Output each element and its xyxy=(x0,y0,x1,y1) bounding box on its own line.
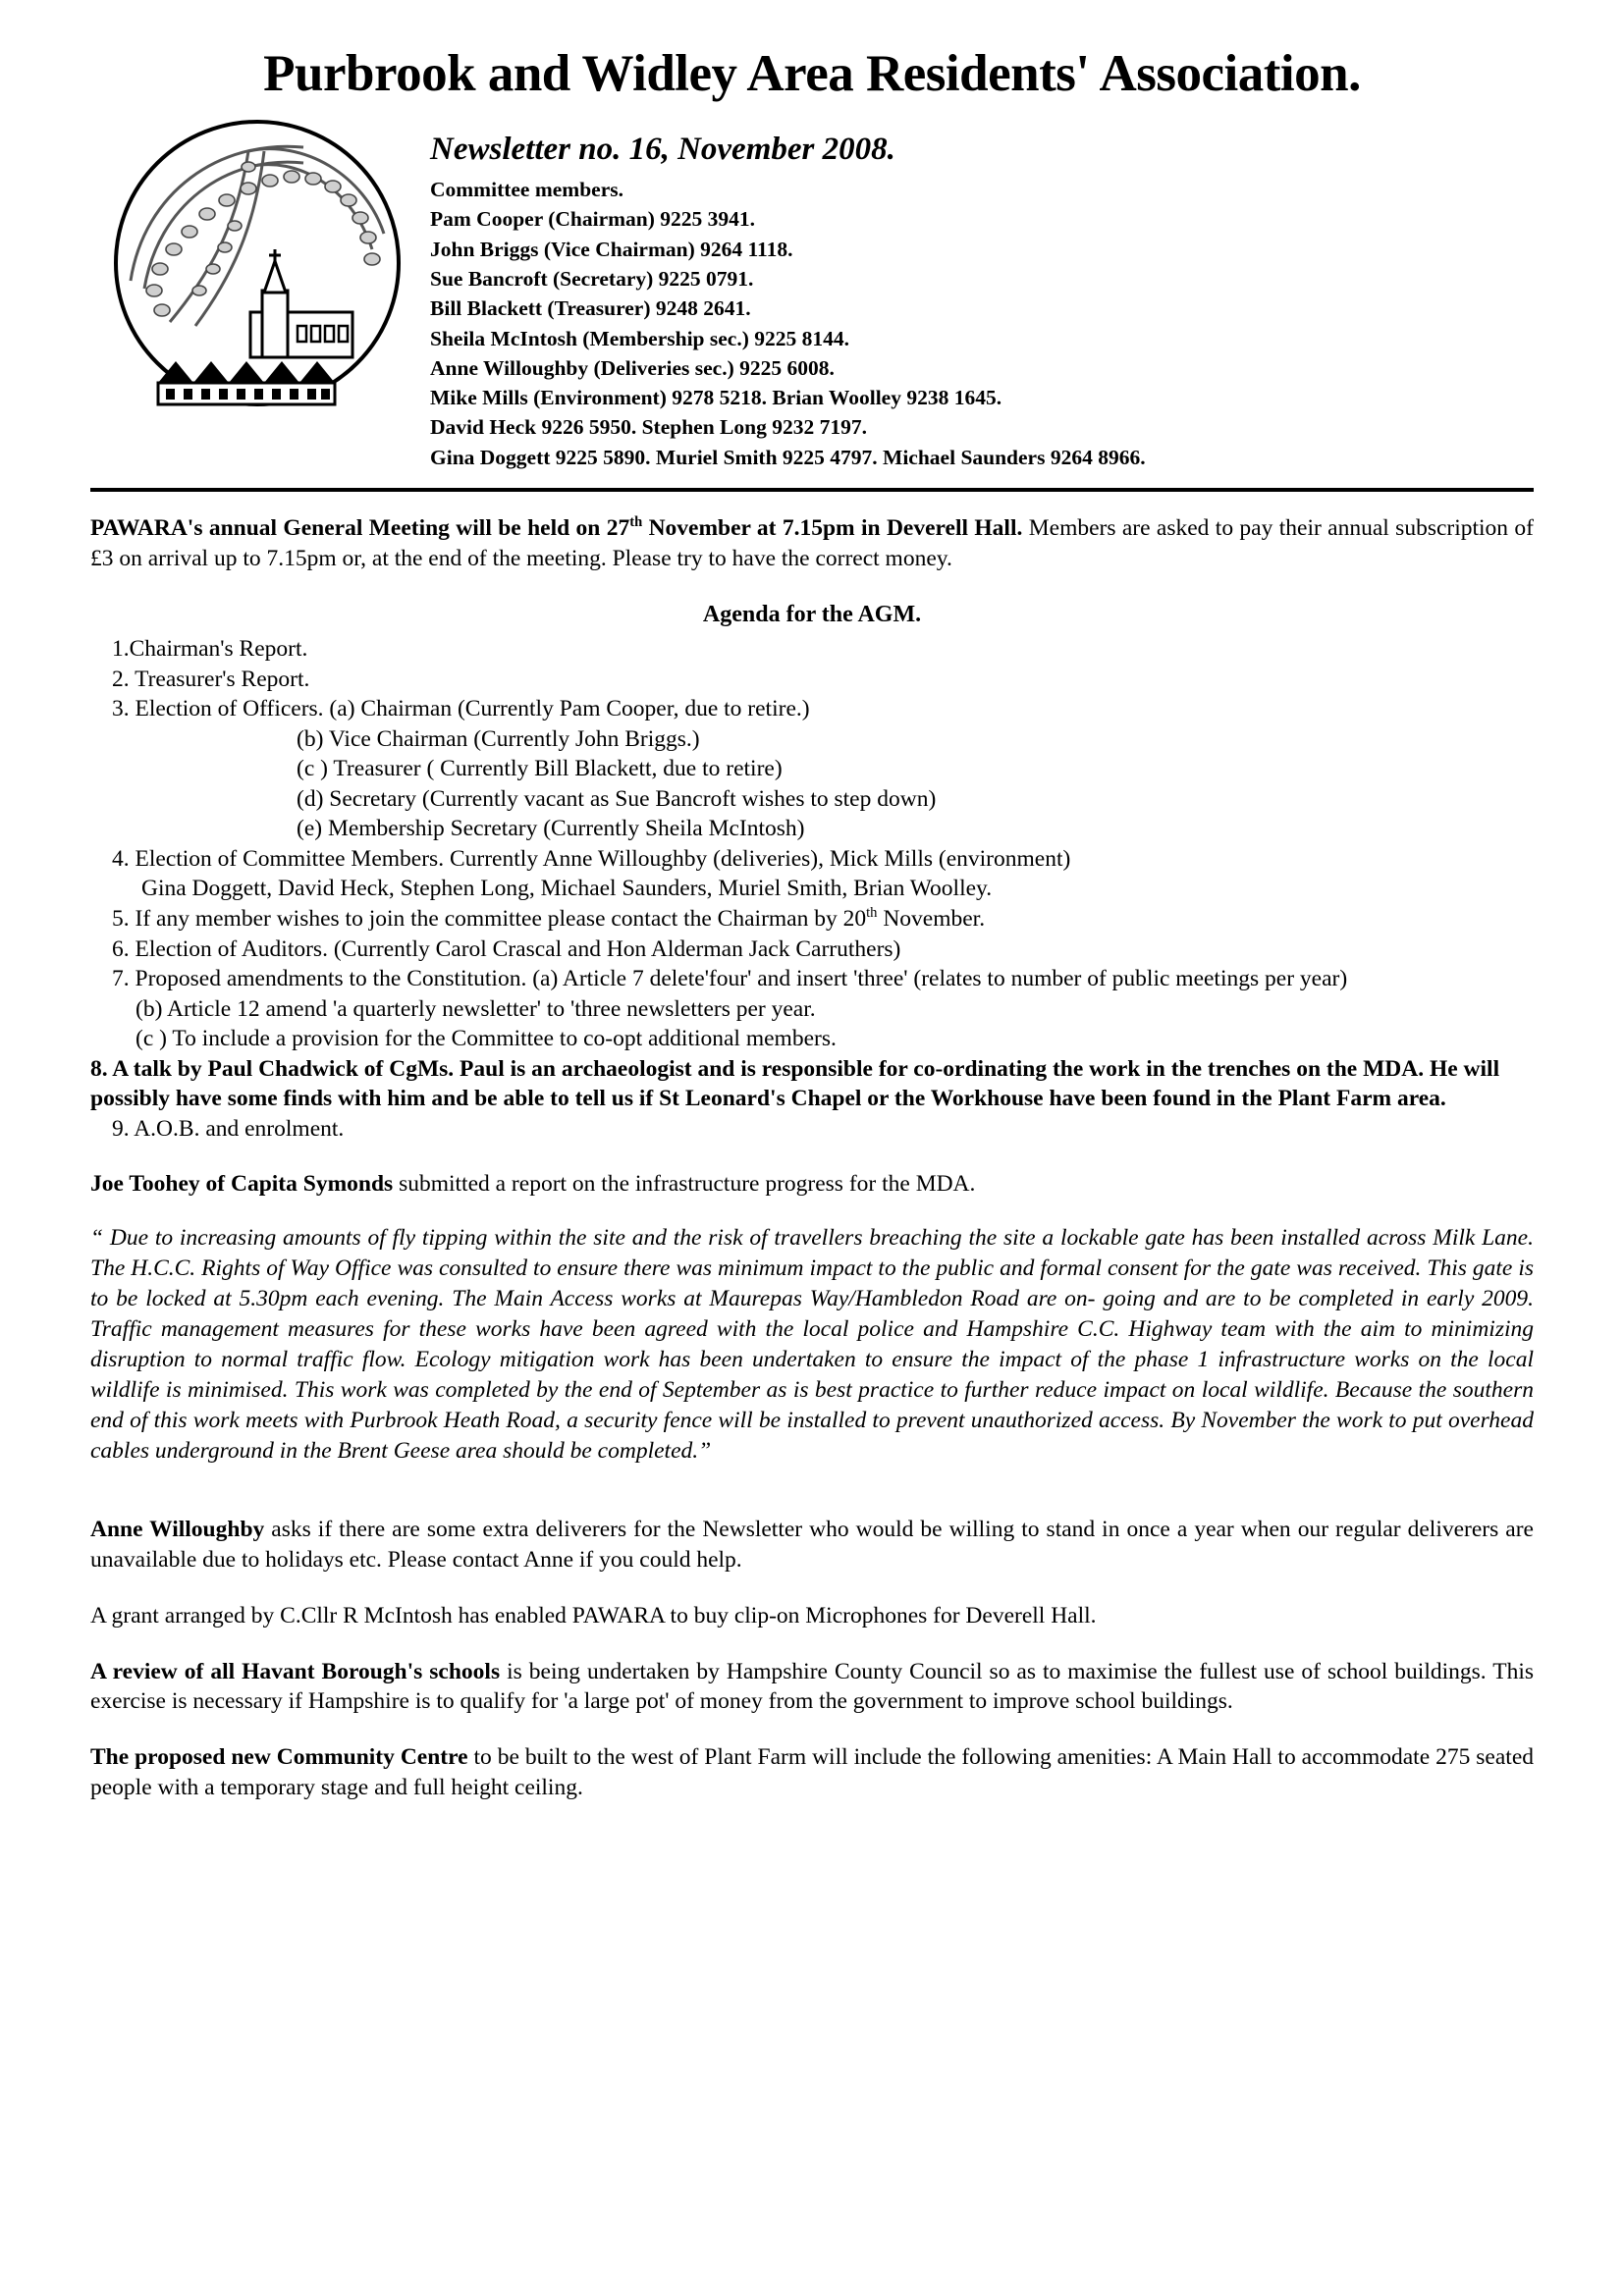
committee-member: Sue Bancroft (Secretary) 9225 0791. xyxy=(430,266,754,291)
masthead xyxy=(90,112,1534,472)
community-centre-rest: to be built to the west of Plant Farm will include the following amenities: A Main Hall to accommodate 275 seated people with a temporary stage and full height ceiling. xyxy=(90,1744,1534,1800)
agenda-heading: Agenda for the AGM. xyxy=(702,601,922,627)
agenda-item-5-pre: 5. If any member wishes to join the committee please contact the Chairman by 20 xyxy=(112,905,867,932)
agm-announcement xyxy=(90,513,1534,574)
capita-report-rest: submitted a report on the infrastructure progress for the MDA. xyxy=(393,1171,976,1198)
capita-report-lead: Joe Toohey of Capita Symonds xyxy=(90,1171,394,1198)
committee-member: Pam Cooper (Chairman) 9225 3941. xyxy=(430,207,756,232)
agenda-item-9: 9. A.O.B. and enrolment. xyxy=(112,1115,345,1142)
agm-bold-tail: November at 7.15pm in Deverell Hall. xyxy=(642,515,1023,542)
agenda-item: 4. Election of Committee Members. Currently Anne Willoughby (deliveries), Mick Mills (environment) xyxy=(112,845,1071,872)
schools-review-notice xyxy=(90,1657,1534,1718)
community-centre-lead: The proposed new Community Centre xyxy=(90,1744,468,1771)
agm-announcement-rest: Members are asked to pay their annual subscription of £3 on arrival up to 7.15pm or, at the end of the meeting. Please try to have the correct money. xyxy=(90,515,1534,571)
agenda-subitem: (e) Membership Secretary (Currently Sheila McIntosh) xyxy=(297,816,805,842)
agenda-item-5-post: November. xyxy=(877,905,986,932)
committee-member: Bill Blackett (Treasurer) 9248 2641. xyxy=(430,296,751,321)
agenda-item: 2. Treasurer's Report. xyxy=(112,666,310,692)
committee-member: Sheila McIntosh (Membership sec.) 9225 8144. xyxy=(430,326,849,350)
masthead-text xyxy=(424,112,1534,472)
agenda-item-5-ordinal: th xyxy=(866,905,878,922)
agenda-item-5 xyxy=(90,904,1534,934)
committee-member: David Heck 9226 5950. Stephen Long 9232 7197. xyxy=(430,415,867,440)
church-emblem-icon xyxy=(101,116,413,410)
committee-member: Anne Willoughby (Deliveries sec.) 9225 6008. xyxy=(430,355,835,380)
agenda-subitem: (c ) To include a provision for the Committee to co-opt additional members. xyxy=(135,1026,837,1052)
anne-willoughby-lead: Anne Willoughby xyxy=(90,1517,265,1543)
community-centre-notice xyxy=(90,1742,1534,1803)
agenda-item: 6. Election of Auditors. (Currently Carol Crascal and Hon Alderman Jack Carruthers) xyxy=(112,935,901,962)
grant-notice: A grant arranged by C.Cllr R McIntosh has enabled PAWARA to buy clip-on Microphones for Deverell Hall. xyxy=(90,1602,1097,1629)
newsletter-body xyxy=(90,513,1534,1803)
page-title: Purbrook and Widley Area Residents' Association. xyxy=(263,45,1361,102)
agenda-list xyxy=(90,634,1534,1144)
anne-willoughby-notice xyxy=(90,1515,1534,1575)
committee-list xyxy=(430,175,1534,472)
committee-member: Gina Doggett 9225 5890. Muriel Smith 9225 4797. Michael Saunders 9264 8966. xyxy=(430,445,1146,469)
committee-member: Mike Mills (Environment) 9278 5218. Brian Woolley 9238 1645. xyxy=(430,386,1002,410)
agenda-item: 7. Proposed amendments to the Constitution. (a) Article 7 delete'four' and insert 'three' (relates to number of public meetings per year) xyxy=(112,966,1348,992)
anne-willoughby-rest: asks if there are some extra deliverers for the Newsletter who would be willing to stand in once a year when our regular deliverers are unavailable due to holidays etc. Please contact Anne if you could help. xyxy=(90,1517,1534,1574)
committee-heading: Committee members. xyxy=(430,177,623,201)
newsletter-number: Newsletter no. 16, November 2008. xyxy=(430,131,895,167)
schools-review-lead: A review of all Havant Borough's schools xyxy=(90,1658,501,1684)
agenda-subitem: (c ) Treasurer ( Currently Bill Blackett, due to retire) xyxy=(297,756,783,782)
capita-report-quote: “ Due to increasing amounts of fly tipping within the site and the risk of travellers breaching the site a lockable gate has been installed across Milk Lane. The H.C.C. Rights of Way Office was consulted to ensure there was minimum impact to the public and formal consent for the gate was received. This gate is to be locked at 5.30pm each evening. The Main Access works at Maurepas Way/Hambledon Road are on- going and are to be completed in early 2009. Traffic management measures for these works have been agreed with the local police and Hampshire C.C. Highway team with the aim to minimizing disruption to normal traffic flow. Ecology mitigation work has been undertaken to ensure the impact of the phase 1 infrastructure works on the local wildlife is minimised. This work was completed by the end of September as is best practice to further reduce impact on local wildlife. Because the southern end of this work meets with Purbrook Heath Road, a security fence will be installed to prevent unauthorized access. By November the work to put overhead cables underground in the Brent Geese area should be completed.” xyxy=(90,1224,1534,1464)
agenda-item: 3. Election of Officers. (a) Chairman (Currently Pam Cooper, due to retire.) xyxy=(112,696,810,722)
agenda-subitem: (d) Secretary (Currently vacant as Sue Bancroft wishes to step down) xyxy=(297,785,937,812)
schools-review-rest: is being undertaken by Hampshire County Council so as to maximise the fullest use of school buildings. This exercise is necessary if Hampshire is to qualify for 'a large pot' of money from the government to improve school buildings. xyxy=(90,1658,1534,1715)
header-divider xyxy=(90,488,1534,492)
agenda-item-8: 8. A talk by Paul Chadwick of CgMs. Paul is an archaeologist and is responsible for co-ordinating the work in the trenches on the MDA. He will possibly have some finds with him and be able to tell us if St Leonard's Chapel or the Workhouse have been found in the Plant Farm area. xyxy=(90,1055,1500,1112)
committee-member: John Briggs (Vice Chairman) 9264 1118. xyxy=(430,237,793,261)
agenda-item-continuation: Gina Doggett, David Heck, Stephen Long, Michael Saunders, Muriel Smith, Brian Woolley. xyxy=(141,876,993,902)
agenda-subitem: (b) Article 12 amend 'a quarterly newsletter' to 'three newsletters per year. xyxy=(135,995,816,1022)
association-logo xyxy=(90,112,424,410)
capita-report-intro xyxy=(90,1169,1534,1200)
agm-bold-lead: PAWARA's annual General Meeting will be held on 27 xyxy=(90,515,630,542)
agenda-subitem: (b) Vice Chairman (Currently John Briggs.) xyxy=(297,725,700,752)
agm-ordinal-suffix: th xyxy=(629,514,643,531)
agenda-item: 1.Chairman's Report. xyxy=(112,636,308,663)
